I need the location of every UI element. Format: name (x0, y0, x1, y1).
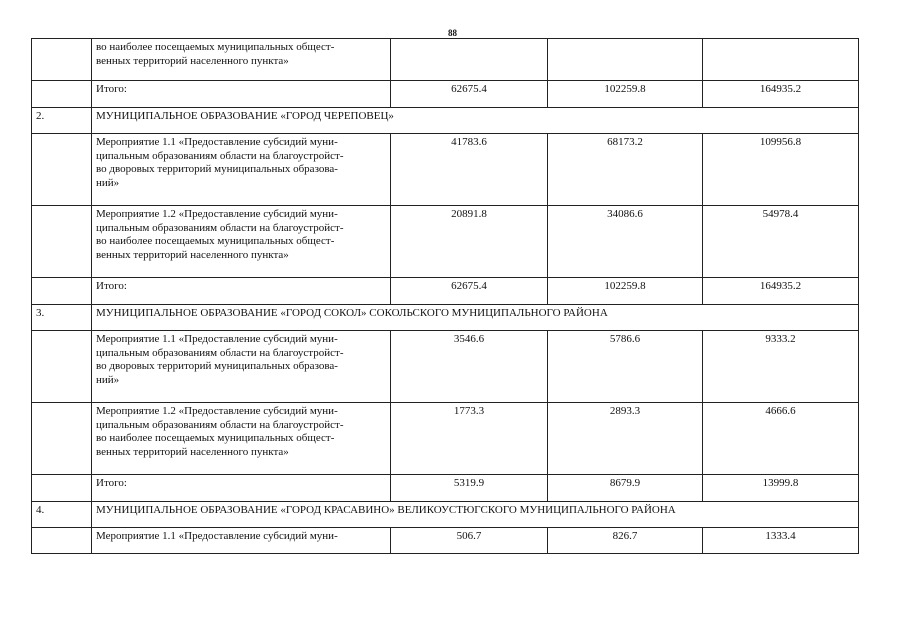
row-number (32, 403, 92, 475)
value-col-2: 102259.8 (548, 278, 703, 305)
description-line: Итого: (96, 280, 127, 292)
value-col-2: 2893.3 (548, 403, 703, 475)
description-line: венных территорий населенного пункта» (96, 248, 289, 261)
page-number: 88 (448, 28, 457, 38)
municipality-row (32, 305, 859, 331)
total-row (32, 278, 859, 305)
value-col-3: 9333.2 (703, 331, 859, 403)
municipality-row (32, 108, 859, 134)
description-line: Мероприятие 1.2 «Предоставление субсидий муни- (96, 208, 338, 220)
row-number (32, 206, 92, 278)
row-number: 2. (32, 108, 92, 134)
value-col-1 (391, 39, 548, 81)
row-number (32, 81, 92, 108)
description-line: венных территорий населенного пункта» (96, 54, 289, 67)
municipality-title: МУНИЦИПАЛЬНОЕ ОБРАЗОВАНИЕ «ГОРОД КРАСАВИНО» ВЕЛИКОУСТЮГСКОГО МУНИЦИПАЛЬНОГО РАЙОНА (92, 502, 859, 528)
description-line: во дворовых территорий муниципальных образова- (96, 163, 338, 175)
value-col-1: 1773.3 (391, 403, 548, 475)
value-col-1: 62675.4 (391, 278, 548, 305)
description-line: во дворовых территорий муниципальных образова- (96, 360, 338, 372)
row-number (32, 39, 92, 81)
description-line: ний» (96, 373, 120, 386)
description-line: во наиболее посещаемых муниципальных общест- (96, 41, 335, 53)
value-col-3: 4666.6 (703, 403, 859, 475)
table-row (32, 331, 859, 403)
description-line: венных территорий населенного пункта» (96, 445, 289, 458)
value-col-1: 5319.9 (391, 475, 548, 502)
value-col-3: 13999.8 (703, 475, 859, 502)
measure-description (92, 331, 391, 403)
value-col-2 (548, 39, 703, 81)
total-row (32, 475, 859, 502)
value-col-1: 41783.6 (391, 134, 548, 206)
description-line: Мероприятие 1.1 «Предоставление субсидий муни- (96, 333, 338, 345)
value-col-3: 109956.8 (703, 134, 859, 206)
row-number (32, 134, 92, 206)
table-row (32, 403, 859, 475)
measure-description (92, 134, 391, 206)
value-col-2: 68173.2 (548, 134, 703, 206)
value-col-3: 164935.2 (703, 81, 859, 108)
value-col-1: 3546.6 (391, 331, 548, 403)
description-line: ний» (96, 176, 120, 189)
description-line: Мероприятие 1.2 «Предоставление субсидий муни- (96, 405, 338, 417)
total-label (92, 81, 391, 108)
value-col-1: 62675.4 (391, 81, 548, 108)
measure-description (92, 528, 391, 554)
description-line: Итого: (96, 83, 127, 95)
description-line: ципальным образованиям области на благоустройст- (96, 221, 344, 234)
description-line: ципальным образованиям области на благоустройст- (96, 149, 344, 162)
table-row (32, 528, 859, 554)
description-line: во наиболее посещаемых муниципальных общест- (96, 432, 335, 444)
description-line: Мероприятие 1.1 «Предоставление субсидий муни- (96, 136, 338, 148)
description-line: ципальным образованиям области на благоустройст- (96, 346, 344, 359)
value-col-2: 8679.9 (548, 475, 703, 502)
description-line: ципальным образованиям области на благоустройст- (96, 418, 344, 431)
row-number (32, 475, 92, 502)
value-col-3: 54978.4 (703, 206, 859, 278)
description-line: Итого: (96, 477, 127, 489)
total-label (92, 475, 391, 502)
budget-table (31, 38, 859, 554)
measure-description (92, 206, 391, 278)
municipality-title: МУНИЦИПАЛЬНОЕ ОБРАЗОВАНИЕ «ГОРОД СОКОЛ» СОКОЛЬСКОГО МУНИЦИПАЛЬНОГО РАЙОНА (92, 305, 859, 331)
value-col-2: 5786.6 (548, 331, 703, 403)
measure-description (92, 39, 391, 81)
value-col-2: 826.7 (548, 528, 703, 554)
value-col-3 (703, 39, 859, 81)
table-row (32, 134, 859, 206)
table-row (32, 39, 859, 81)
value-col-3: 164935.2 (703, 278, 859, 305)
value-col-1: 506.7 (391, 528, 548, 554)
row-number (32, 331, 92, 403)
row-number: 3. (32, 305, 92, 331)
value-col-1: 20891.8 (391, 206, 548, 278)
row-number (32, 278, 92, 305)
municipality-title: МУНИЦИПАЛЬНОЕ ОБРАЗОВАНИЕ «ГОРОД ЧЕРЕПОВЕЦ» (92, 108, 859, 134)
description-line: Мероприятие 1.1 «Предоставление субсидий муни- (96, 530, 338, 542)
total-row (32, 81, 859, 108)
row-number (32, 528, 92, 554)
row-number: 4. (32, 502, 92, 528)
value-col-2: 34086.6 (548, 206, 703, 278)
value-col-3: 1333.4 (703, 528, 859, 554)
table-row (32, 206, 859, 278)
value-col-2: 102259.8 (548, 81, 703, 108)
description-line: во наиболее посещаемых муниципальных общест- (96, 235, 335, 247)
municipality-row (32, 502, 859, 528)
measure-description (92, 403, 391, 475)
total-label (92, 278, 391, 305)
